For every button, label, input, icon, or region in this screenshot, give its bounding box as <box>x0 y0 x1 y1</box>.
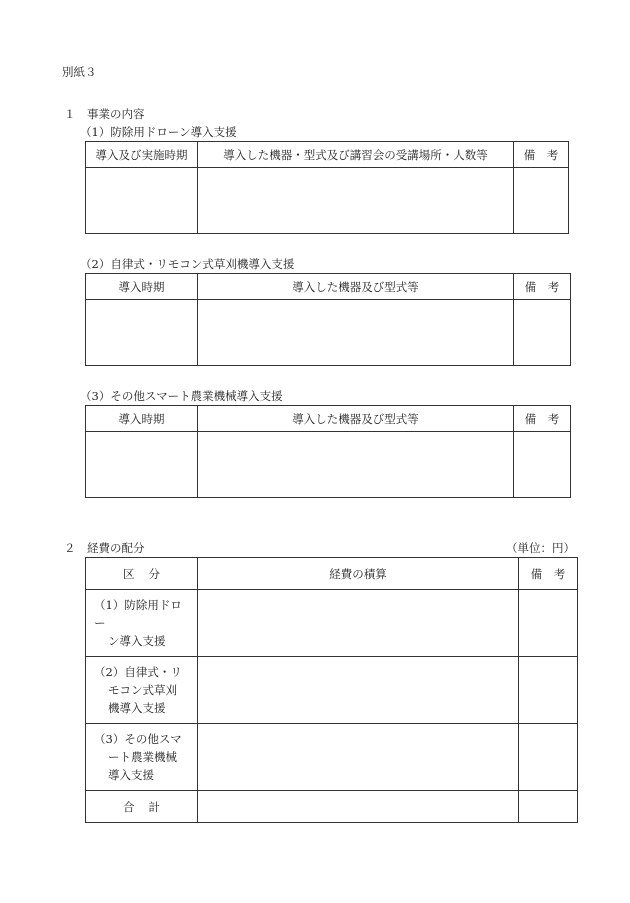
attachment-label: 別紙３ <box>62 65 97 79</box>
table-1-header-period: 導入及び実施時期 <box>86 142 198 168</box>
budget-row-3-label-line-3: 導入支援 <box>108 768 154 782</box>
budget-row-2-label-line-1: （2）自律式・リ <box>94 665 182 679</box>
section-2-title: ２ 経費の配分 <box>64 541 145 555</box>
table-3-cell-period <box>86 432 198 498</box>
budget-row-2-remarks <box>519 657 578 724</box>
table-2-header-period: 導入時期 <box>86 274 198 300</box>
budget-header-estimate: 経費の積算 <box>198 558 519 590</box>
table-1-header-remarks: 備 考 <box>514 142 569 168</box>
table-1-cell-remarks <box>514 168 569 234</box>
budget-row-2-label-line-2: モコン式草刈 <box>108 683 177 697</box>
budget-total-label: 合計 <box>86 791 198 823</box>
table-2 <box>85 273 571 366</box>
budget-row-3-estimate <box>198 724 519 791</box>
table-1-cell-equipment <box>198 168 514 234</box>
budget-row-2-label-line-3: 機導入支援 <box>108 701 166 715</box>
table-1 <box>85 141 569 234</box>
table-3-header-period: 導入時期 <box>86 406 198 432</box>
table-3-cell-equipment <box>198 432 514 498</box>
budget-row-1-label-line-1: （1）防除用ドロー <box>94 598 182 630</box>
budget-row-2-estimate <box>198 657 519 724</box>
budget-row-3-label-line-1: （3）その他スマ <box>94 732 182 746</box>
budget-row-1-estimate <box>198 590 519 657</box>
table-1-cell-period <box>86 168 198 234</box>
table-2-cell-period <box>86 300 198 366</box>
table-3-header-equipment: 導入した機器及び型式等 <box>198 406 514 432</box>
budget-row-1-remarks <box>519 590 578 657</box>
budget-row-1-label-line-2: ン導入支援 <box>108 634 166 648</box>
budget-header-remarks: 備 考 <box>519 558 578 590</box>
table-3-caption: （3）その他スマート農業機械導入支援 <box>80 389 283 403</box>
table-2-cell-remarks <box>514 300 571 366</box>
table-1-header-equipment: 導入した機器・型式及び講習会の受講場所・人数等 <box>198 142 514 168</box>
unit-label: （単位：円） <box>506 541 575 555</box>
table-2-header-remarks: 備 考 <box>514 274 571 300</box>
budget-total-estimate <box>198 791 519 823</box>
budget-row-3-label-line-2: ート農業機械 <box>108 750 177 764</box>
table-2-header-equipment: 導入した機器及び型式等 <box>198 274 514 300</box>
budget-row-1-category <box>86 590 198 657</box>
table-3-cell-remarks <box>514 432 571 498</box>
budget-row-3-category <box>86 724 198 791</box>
budget-row-2-category <box>86 657 198 724</box>
budget-table <box>85 557 578 823</box>
table-2-cell-equipment <box>198 300 514 366</box>
section-1-title: １ 事業の内容 <box>64 107 145 121</box>
table-2-caption: （2）自律式・リモコン式草刈機導入支援 <box>80 257 295 271</box>
table-3-header-remarks: 備 考 <box>514 406 571 432</box>
budget-row-3-remarks <box>519 724 578 791</box>
budget-header-category: 区分 <box>86 558 198 590</box>
table-1-caption: （1）防除用ドローン導入支援 <box>80 125 237 139</box>
table-3 <box>85 405 571 498</box>
budget-total-remarks <box>519 791 578 823</box>
